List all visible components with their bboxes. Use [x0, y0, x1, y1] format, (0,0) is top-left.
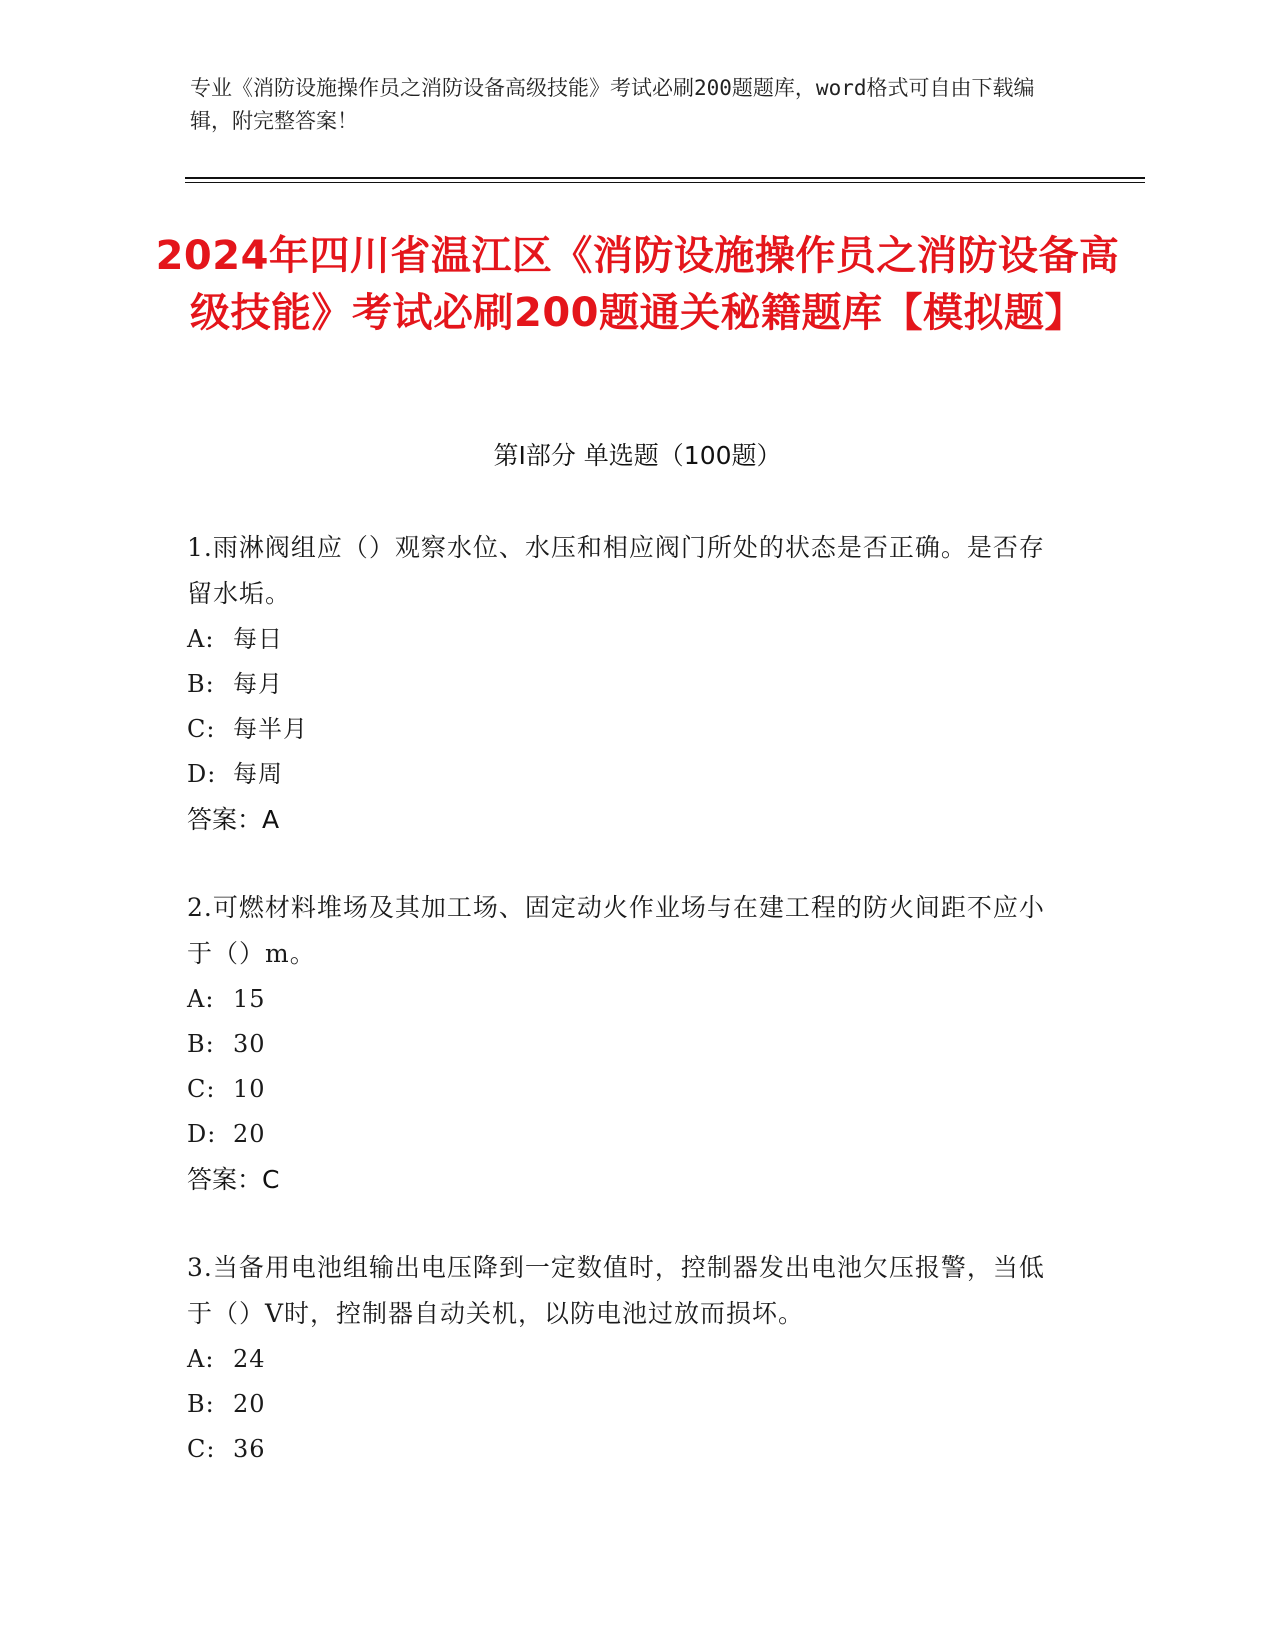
option-text: 每日 — [233, 625, 283, 653]
option-a — [187, 617, 1067, 662]
question-3 — [187, 1245, 1067, 1472]
option-text: 每半月 — [233, 715, 308, 743]
option-key: D: — [187, 1120, 217, 1148]
question-stem: 3.当备用电池组输出电压降到一定数值时，控制器发出电池欠压报警，当低于（）V时，控制器自动关机，以防电池过放而损坏。 — [187, 1253, 1045, 1328]
option-key: B: — [187, 1030, 215, 1058]
question-2 — [187, 885, 1067, 1203]
option-c — [187, 1067, 1067, 1112]
section-title: 第I部分 单选题（100题） — [493, 441, 782, 470]
option-key: D: — [187, 760, 217, 788]
question-stem: 1.雨淋阀组应（）观察水位、水压和相应阀门所处的状态是否正确。是否存留水垢。 — [187, 533, 1045, 608]
option-text: 30 — [233, 1030, 266, 1058]
answer-label: 答案： — [187, 805, 263, 834]
header-note: 专业《消防设施操作员之消防设备高级技能》考试必刷200题题库，word格式可自由下载编辑，附完整答案！ — [190, 76, 1035, 133]
option-key: B: — [187, 1390, 215, 1418]
answer-value: C — [262, 1165, 280, 1194]
option-text: 20 — [233, 1390, 266, 1418]
option-text: 24 — [233, 1345, 266, 1373]
option-text: 每周 — [233, 760, 283, 788]
option-b — [187, 662, 1067, 707]
option-key: C: — [187, 1435, 216, 1463]
option-text: 10 — [233, 1075, 266, 1103]
option-text: 20 — [233, 1120, 266, 1148]
option-key: A: — [187, 1345, 215, 1373]
document-title: 2024年四川省温江区《消防设施操作员之消防设备高级技能》考试必刷200题通关秘籍题库【模拟题】 — [155, 233, 1120, 336]
option-key: A: — [187, 625, 215, 653]
option-key: C: — [187, 1075, 216, 1103]
answer — [187, 1157, 1067, 1203]
question-list — [187, 525, 1067, 1514]
option-d — [187, 1112, 1067, 1157]
option-c — [187, 1427, 1067, 1472]
option-text: 每月 — [233, 670, 283, 698]
answer-label: 答案： — [187, 1165, 263, 1194]
option-c — [187, 707, 1067, 752]
option-key: B: — [187, 670, 215, 698]
option-text: 15 — [233, 985, 266, 1013]
question-stem: 2.可燃材料堆场及其加工场、固定动火作业场与在建工程的防火间距不应小于（）m。 — [187, 893, 1045, 968]
option-d — [187, 752, 1067, 797]
answer — [187, 797, 1067, 843]
option-a — [187, 977, 1067, 1022]
option-a — [187, 1337, 1067, 1382]
header-rule-thin — [185, 182, 1145, 183]
option-key: A: — [187, 985, 215, 1013]
answer-value: A — [262, 805, 280, 834]
option-key: C: — [187, 715, 216, 743]
header-rule-thick — [185, 177, 1145, 179]
option-text: 36 — [233, 1435, 266, 1463]
option-b — [187, 1382, 1067, 1427]
question-1 — [187, 525, 1067, 843]
option-b — [187, 1022, 1067, 1067]
